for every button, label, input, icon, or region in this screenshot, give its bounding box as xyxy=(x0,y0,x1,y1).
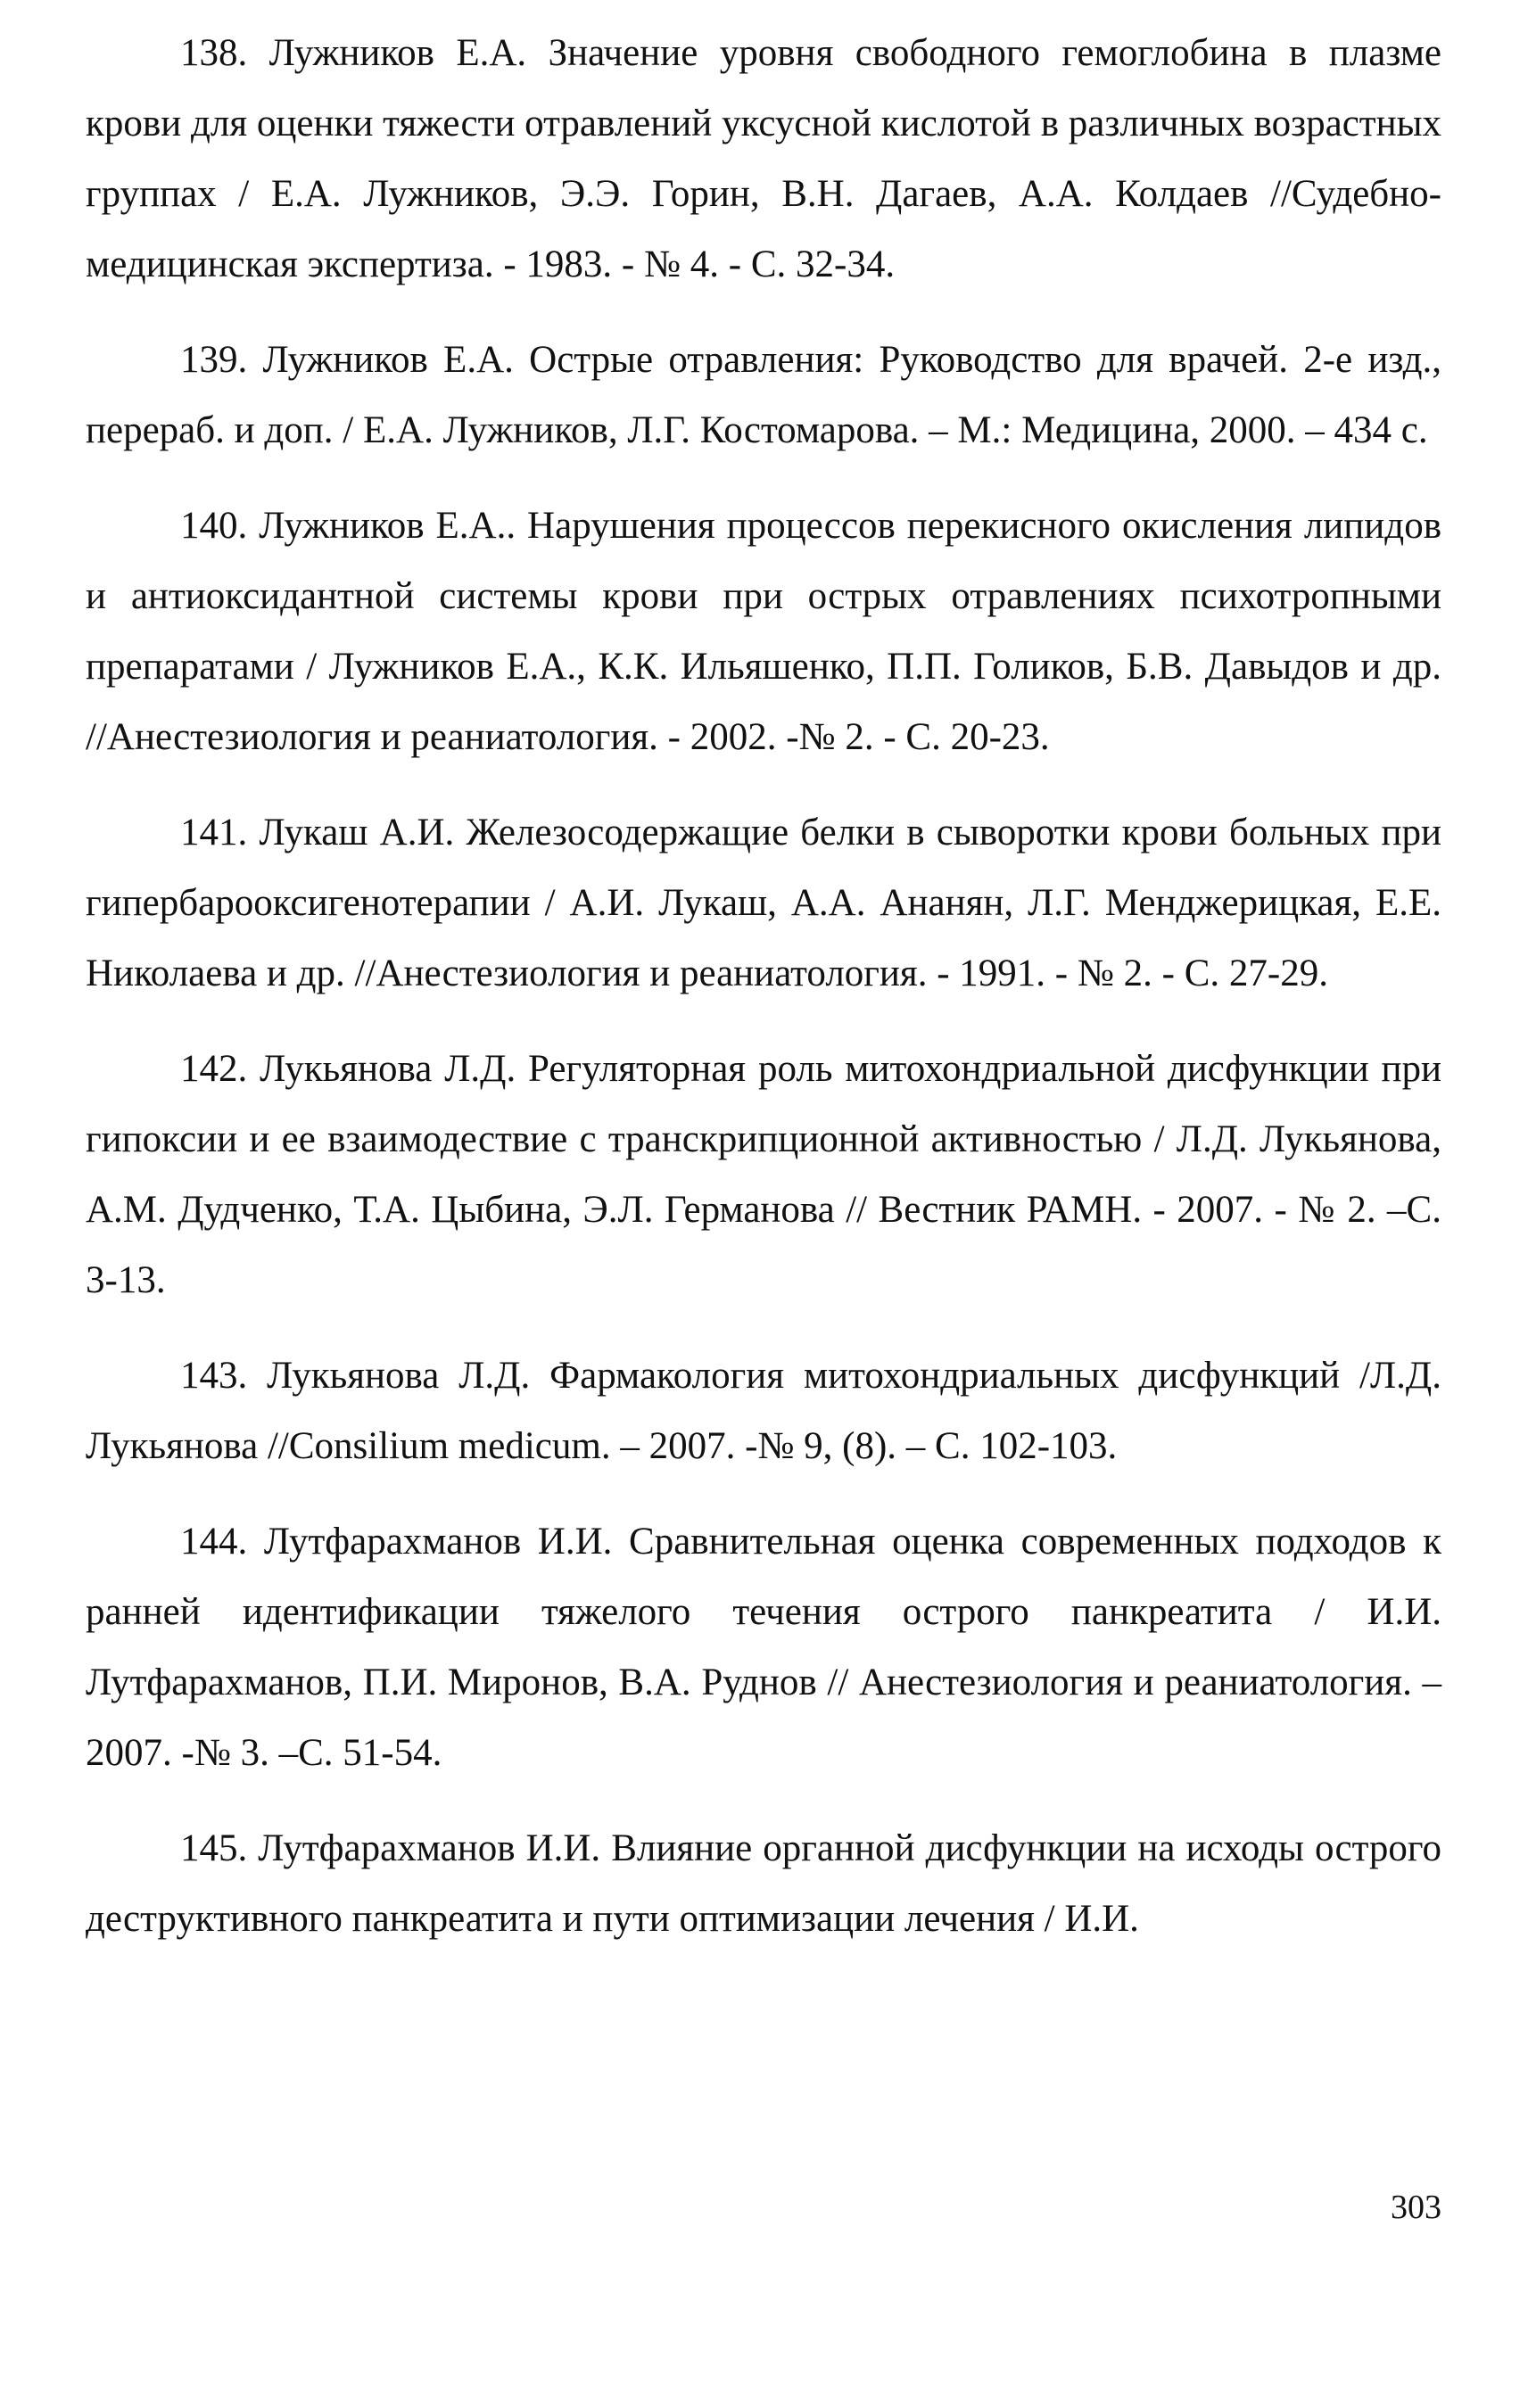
reference-138: 138. Лужников Е.А. Значение уровня свободного гемоглобина в плазме крови для оценки тяжести отравлений уксусной кислотой в различных возрастных группах / Е.А. Лужников, Э.Э. Горин, В.Н. Дагаев, А.А. Колдаев //Судебно-медицинская экспертиза. - 1983. - № 4. - С. 32-34. xyxy=(86,32,1441,285)
reference-141: 141. Лукаш А.И. Железосодержащие белки в сыворотки крови больных при гипербарооксигенотерапии / А.И. Лукаш, А.А. Ананян, Л.Г. Менджерицкая, Е.Е. Николаева и др. //Анестезиология и реаниатология. - 1991. - № 2. - С. 27-29. xyxy=(86,812,1441,994)
page-number: 303 xyxy=(1391,2189,1441,2226)
reference-140: 140. Лужников Е.А.. Нарушения процессов перекисного окисления липидов и антиоксидантной системы крови при острых отравлениях психотропными препаратами / Лужников Е.А., К.К. Ильяшенко, П.П. Голиков, Б.В. Давыдов и др. //Анестезиология и реаниатология. - 2002. -№ 2. - С. 20-23. xyxy=(86,505,1441,758)
reference-145: 145. Лутфарахманов И.И. Влияние органной дисфункции на исходы острого деструктивного панкреатита и пути оптимизации лечения / И.И. xyxy=(86,1827,1441,1940)
reference-139: 139. Лужников Е.А. Острые отравления: Руководство для врачей. 2-е изд., перераб. и доп. / Е.А. Лужников, Л.Г. Костомарова. – М.: Медицина, 2000. – 434 с. xyxy=(86,339,1441,451)
reference-142: 142. Лукьянова Л.Д. Регуляторная роль митохондриальной дисфункции при гипоксии и ее взаимодествие с транскрипционной активностью / Л.Д. Лукьянова, А.М. Дудченко, Т.А. Цыбина, Э.Л. Германова // Вестник РАМН. - 2007. - № 2. –С. 3-13. xyxy=(86,1048,1441,1301)
reference-143: 143. Лукьянова Л.Д. Фармакология митохондриальных дисфункций /Л.Д. Лукьянова //Consilium medicum. – 2007. -№ 9, (8). – С. 102-103. xyxy=(86,1355,1441,1467)
reference-144: 144. Лутфарахманов И.И. Сравнительная оценка современных подходов к ранней идентификации тяжелого течения острого панкреатита / И.И. Лутфарахманов, П.И. Миронов, В.А. Руднов // Анестезиология и реаниатология. – 2007. -№ 3. –С. 51-54. xyxy=(86,1521,1441,1774)
reference-list xyxy=(86,18,1441,1979)
